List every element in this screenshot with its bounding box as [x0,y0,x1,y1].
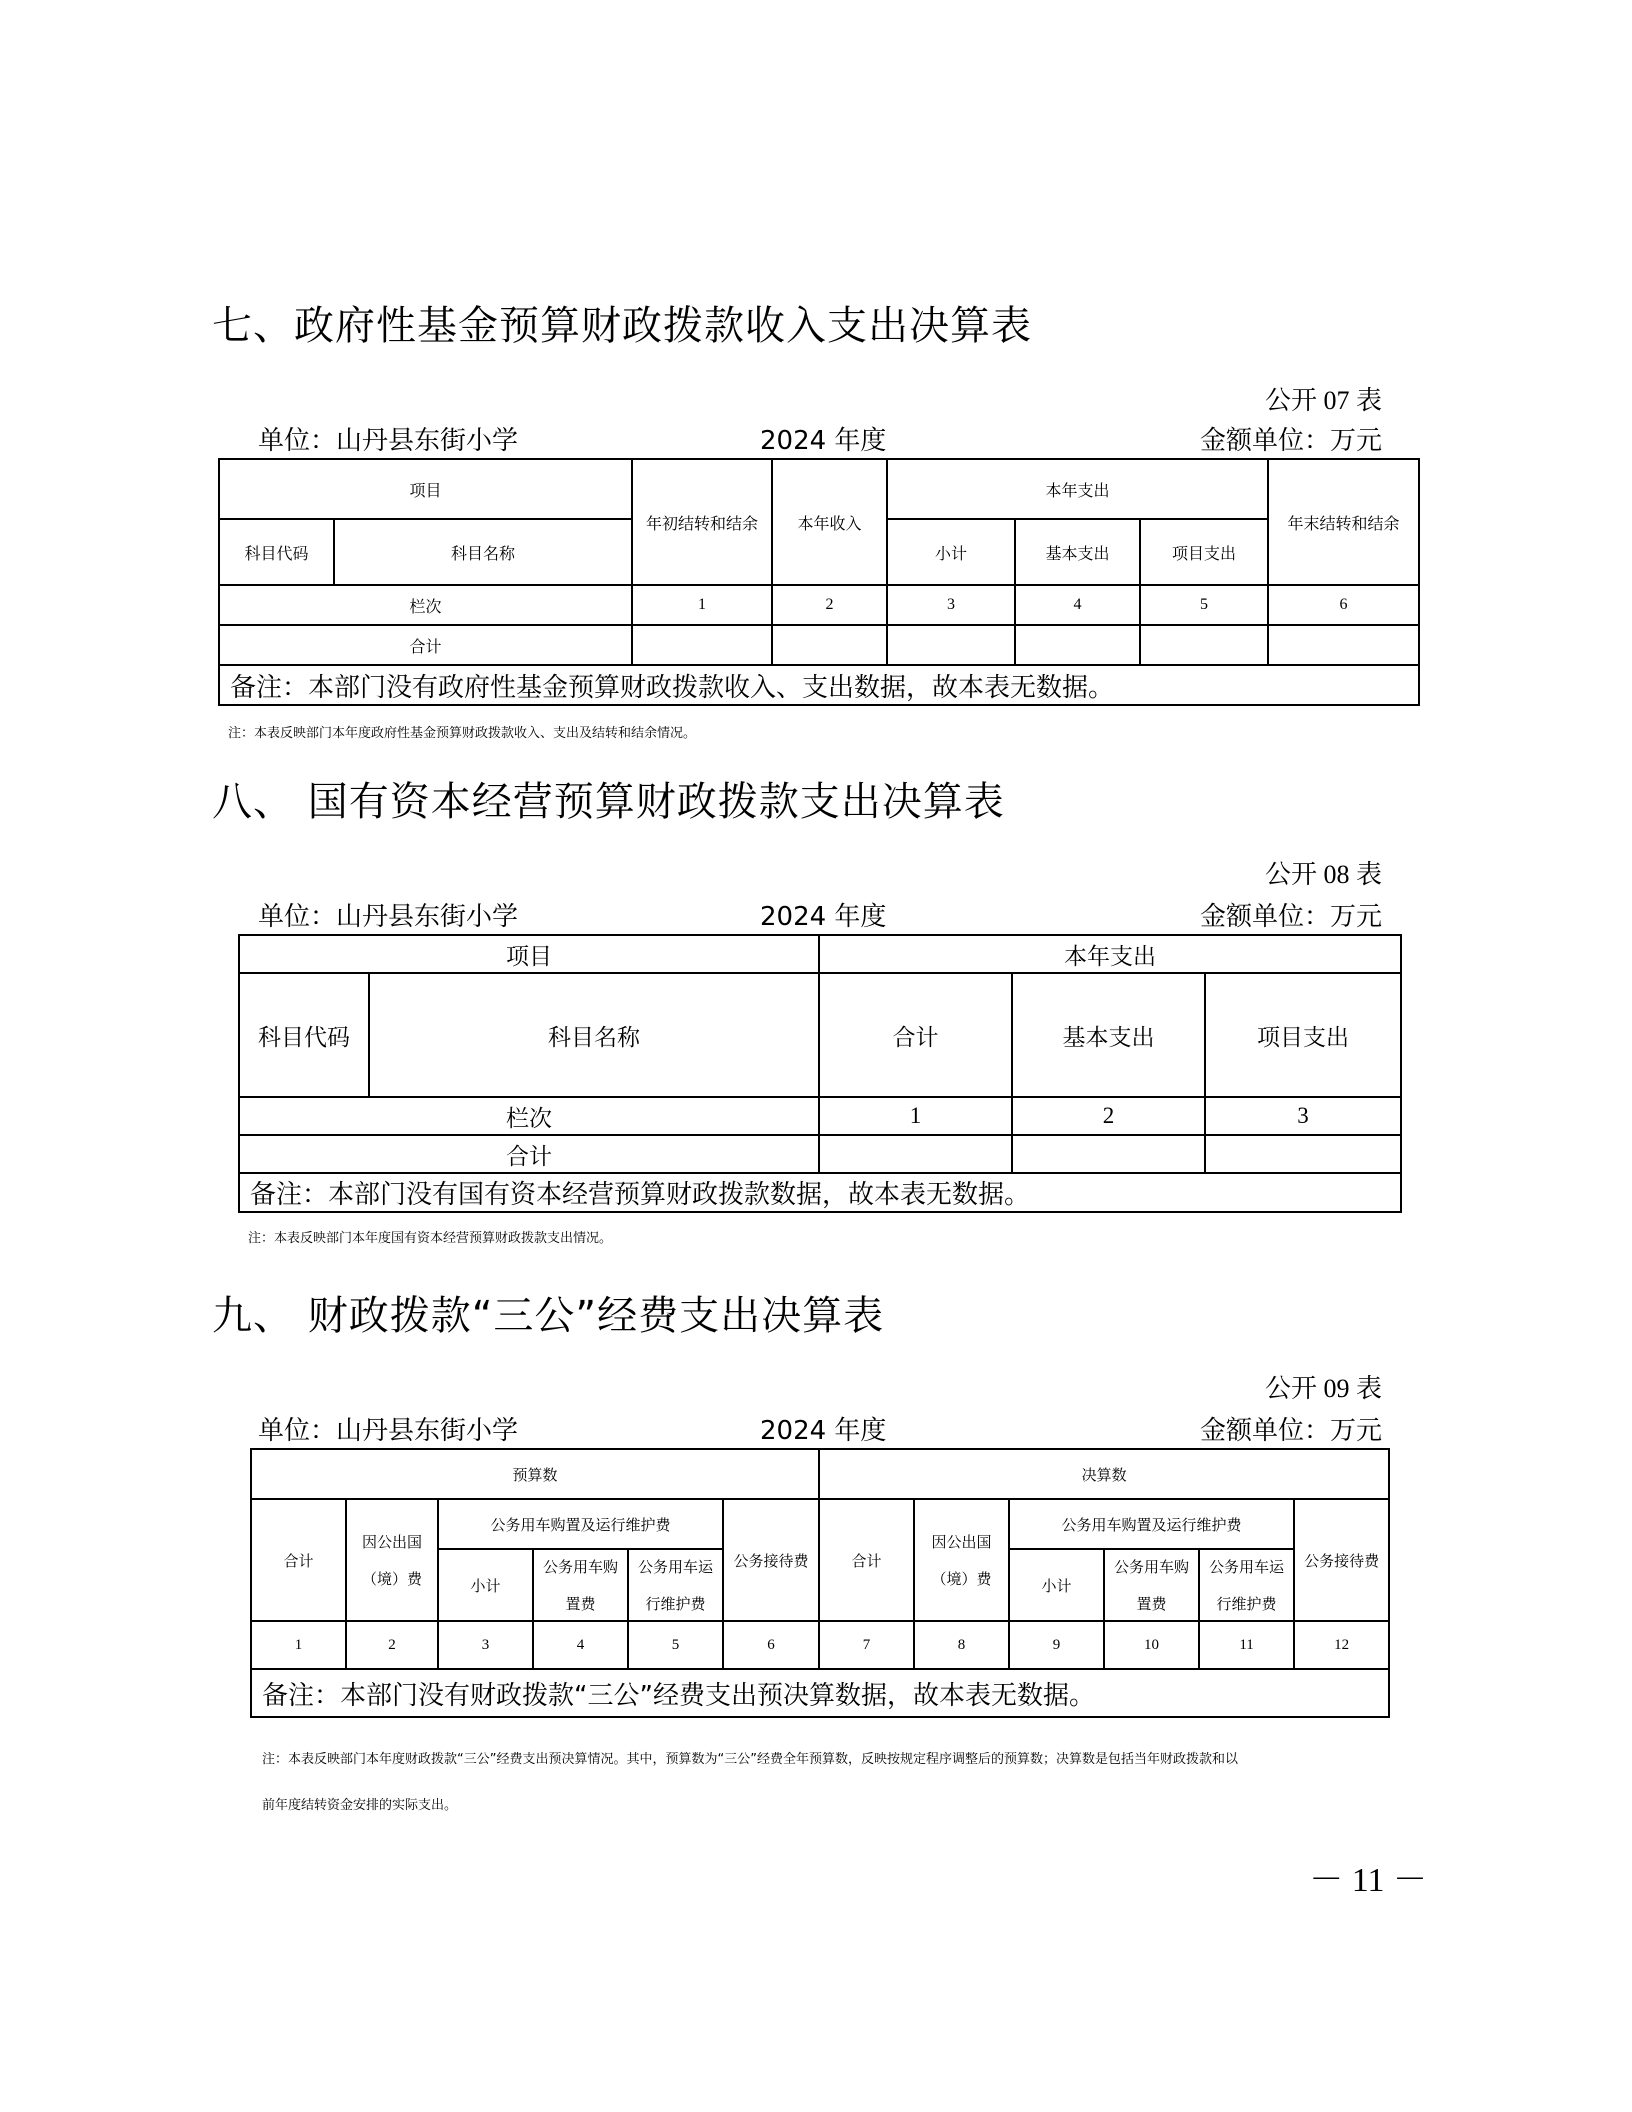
header-reception: 公务接待费 [723,1499,819,1621]
header-expense: 本年支出 [819,935,1401,973]
col-number: 6 [1268,585,1419,625]
total-label: 合计 [219,625,632,665]
table-8-remark: 备注：本部门没有国有资本经营预算财政拨款数据，故本表无数据。 [239,1173,1401,1212]
table-9-remark: 备注：本部门没有财政拨款“三公”经费支出预决算数据，故本表无数据。 [251,1669,1389,1717]
row-label: 栏次 [239,1097,819,1135]
header-total: 合计 [819,973,1012,1097]
col-number: 11 [1199,1621,1294,1669]
header-name: 科目名称 [369,973,819,1097]
header-operate [1199,1549,1294,1621]
empty-cell [1268,625,1419,665]
header-name: 科目名称 [334,519,632,585]
table-7-remark: 备注：本部门没有政府性基金预算财政拨款收入、支出数据，故本表无数据。 [219,665,1419,705]
table-7-footnote: 注：本表反映部门本年度政府性基金预算财政拨款收入、支出及结转和结余情况。 [228,726,697,741]
header-operate-line1: 公务用车运 [637,1558,713,1576]
table-9-number: 公开 09 表 [1264,1374,1382,1403]
table-8-footnote: 注：本表反映部门本年度国有资本经营预算财政拨款支出情况。 [248,1231,613,1246]
empty-cell [1015,625,1140,665]
col-number: 3 [887,585,1015,625]
col-number: 2 [1012,1097,1205,1135]
empty-cell [1012,1135,1205,1173]
col-number: 8 [914,1621,1009,1669]
header-abroad-line1: 因公出国 [931,1533,992,1551]
col-number: 2 [346,1621,438,1669]
header-purchase-line1: 公务用车购 [1114,1558,1190,1576]
header-subtotal: 小计 [887,519,1015,585]
header-item: 项目 [219,459,632,519]
header-budget: 预算数 [251,1449,819,1499]
col-number: 3 [438,1621,533,1669]
table-9-year: 2024 年度 [760,1416,887,1446]
header-opening-balance: 年初结转和结余 [632,459,772,585]
table-8-year: 2024 年度 [760,902,887,932]
header-abroad [346,1499,438,1621]
header-vehicle: 公务用车购置及运行维护费 [438,1499,723,1549]
header-operate-line1: 公务用车运 [1209,1558,1285,1576]
header-total: 合计 [251,1499,346,1621]
section-8-title: 八、 国有资本经营预算财政拨款支出决算表 [212,779,1005,825]
col-number: 1 [819,1097,1012,1135]
table-7-year: 2024 年度 [760,426,887,456]
table-9 [250,1448,1390,1718]
header-item: 项目 [239,935,819,973]
header-purchase [533,1549,628,1621]
header-project: 项目支出 [1205,973,1401,1097]
section-7-title: 七、政府性基金预算财政拨款收入支出决算表 [212,303,1032,349]
header-abroad-line1: 因公出国 [361,1533,422,1551]
col-number: 6 [723,1621,819,1669]
table-8-number: 公开 08 表 [1264,860,1382,889]
table-8-amount-unit: 金额单位：万元 [1199,902,1382,932]
col-number: 3 [1205,1097,1401,1135]
table-9-footnote-line1: 注：本表反映部门本年度财政拨款“三公”经费支出预决算情况。其中，预算数为“三公”经费全年预算数，反映按规定程序调整后的预算数；决算数是包括当年财政拨款和以 [262,1752,1238,1767]
header-operate-line2: 行维护费 [645,1595,706,1613]
header-code: 科目代码 [219,519,334,585]
header-project: 项目支出 [1140,519,1268,585]
col-number: 1 [632,585,772,625]
header-reception: 公务接待费 [1294,1499,1389,1621]
table-7-unit: 单位：山丹县东街小学 [258,426,519,456]
header-subtotal: 小计 [438,1549,533,1621]
header-abroad [914,1499,1009,1621]
header-purchase-line1: 公务用车购 [542,1558,618,1576]
header-expense: 本年支出 [887,459,1268,519]
header-basic: 基本支出 [1015,519,1140,585]
col-number: 5 [1140,585,1268,625]
col-number: 7 [819,1621,914,1669]
col-number: 4 [1015,585,1140,625]
table-9-amount-unit: 金额单位：万元 [1199,1416,1382,1446]
empty-cell [887,625,1015,665]
header-income: 本年收入 [772,459,887,585]
table-7-amount-unit: 金额单位：万元 [1199,426,1382,456]
section-9-title: 九、 财政拨款“三公”经费支出决算表 [212,1293,885,1339]
empty-cell [819,1135,1012,1173]
total-label: 合计 [239,1135,819,1173]
col-number: 5 [628,1621,723,1669]
header-abroad-line2: （境）费 [931,1570,992,1588]
empty-cell [632,625,772,665]
header-vehicle: 公务用车购置及运行维护费 [1009,1499,1294,1549]
page-number: － 11 － [1309,1862,1427,1899]
table-9-footnote-line2: 前年度结转资金安排的实际支出。 [262,1798,458,1813]
table-8 [238,934,1402,1213]
empty-cell [1205,1135,1401,1173]
header-closing-balance: 年末结转和结余 [1268,459,1419,585]
header-operate [628,1549,723,1621]
header-total: 合计 [819,1499,914,1621]
header-subtotal: 小计 [1009,1549,1104,1621]
header-abroad-line2: （境）费 [361,1570,422,1588]
header-code: 科目代码 [239,973,369,1097]
table-8-unit: 单位：山丹县东街小学 [258,902,519,932]
col-number: 9 [1009,1621,1104,1669]
header-purchase [1104,1549,1199,1621]
header-final: 决算数 [819,1449,1389,1499]
col-number: 10 [1104,1621,1199,1669]
col-number: 2 [772,585,887,625]
table-7-number: 公开 07 表 [1264,386,1382,415]
col-number: 1 [251,1621,346,1669]
row-label: 栏次 [219,585,632,625]
header-purchase-line2: 置费 [1136,1595,1167,1613]
col-number: 4 [533,1621,628,1669]
table-7 [218,458,1420,706]
header-purchase-line2: 置费 [565,1595,596,1613]
empty-cell [1140,625,1268,665]
col-number: 12 [1294,1621,1389,1669]
header-operate-line2: 行维护费 [1216,1595,1277,1613]
header-basic: 基本支出 [1012,973,1205,1097]
empty-cell [772,625,887,665]
table-9-unit: 单位：山丹县东街小学 [258,1416,519,1446]
